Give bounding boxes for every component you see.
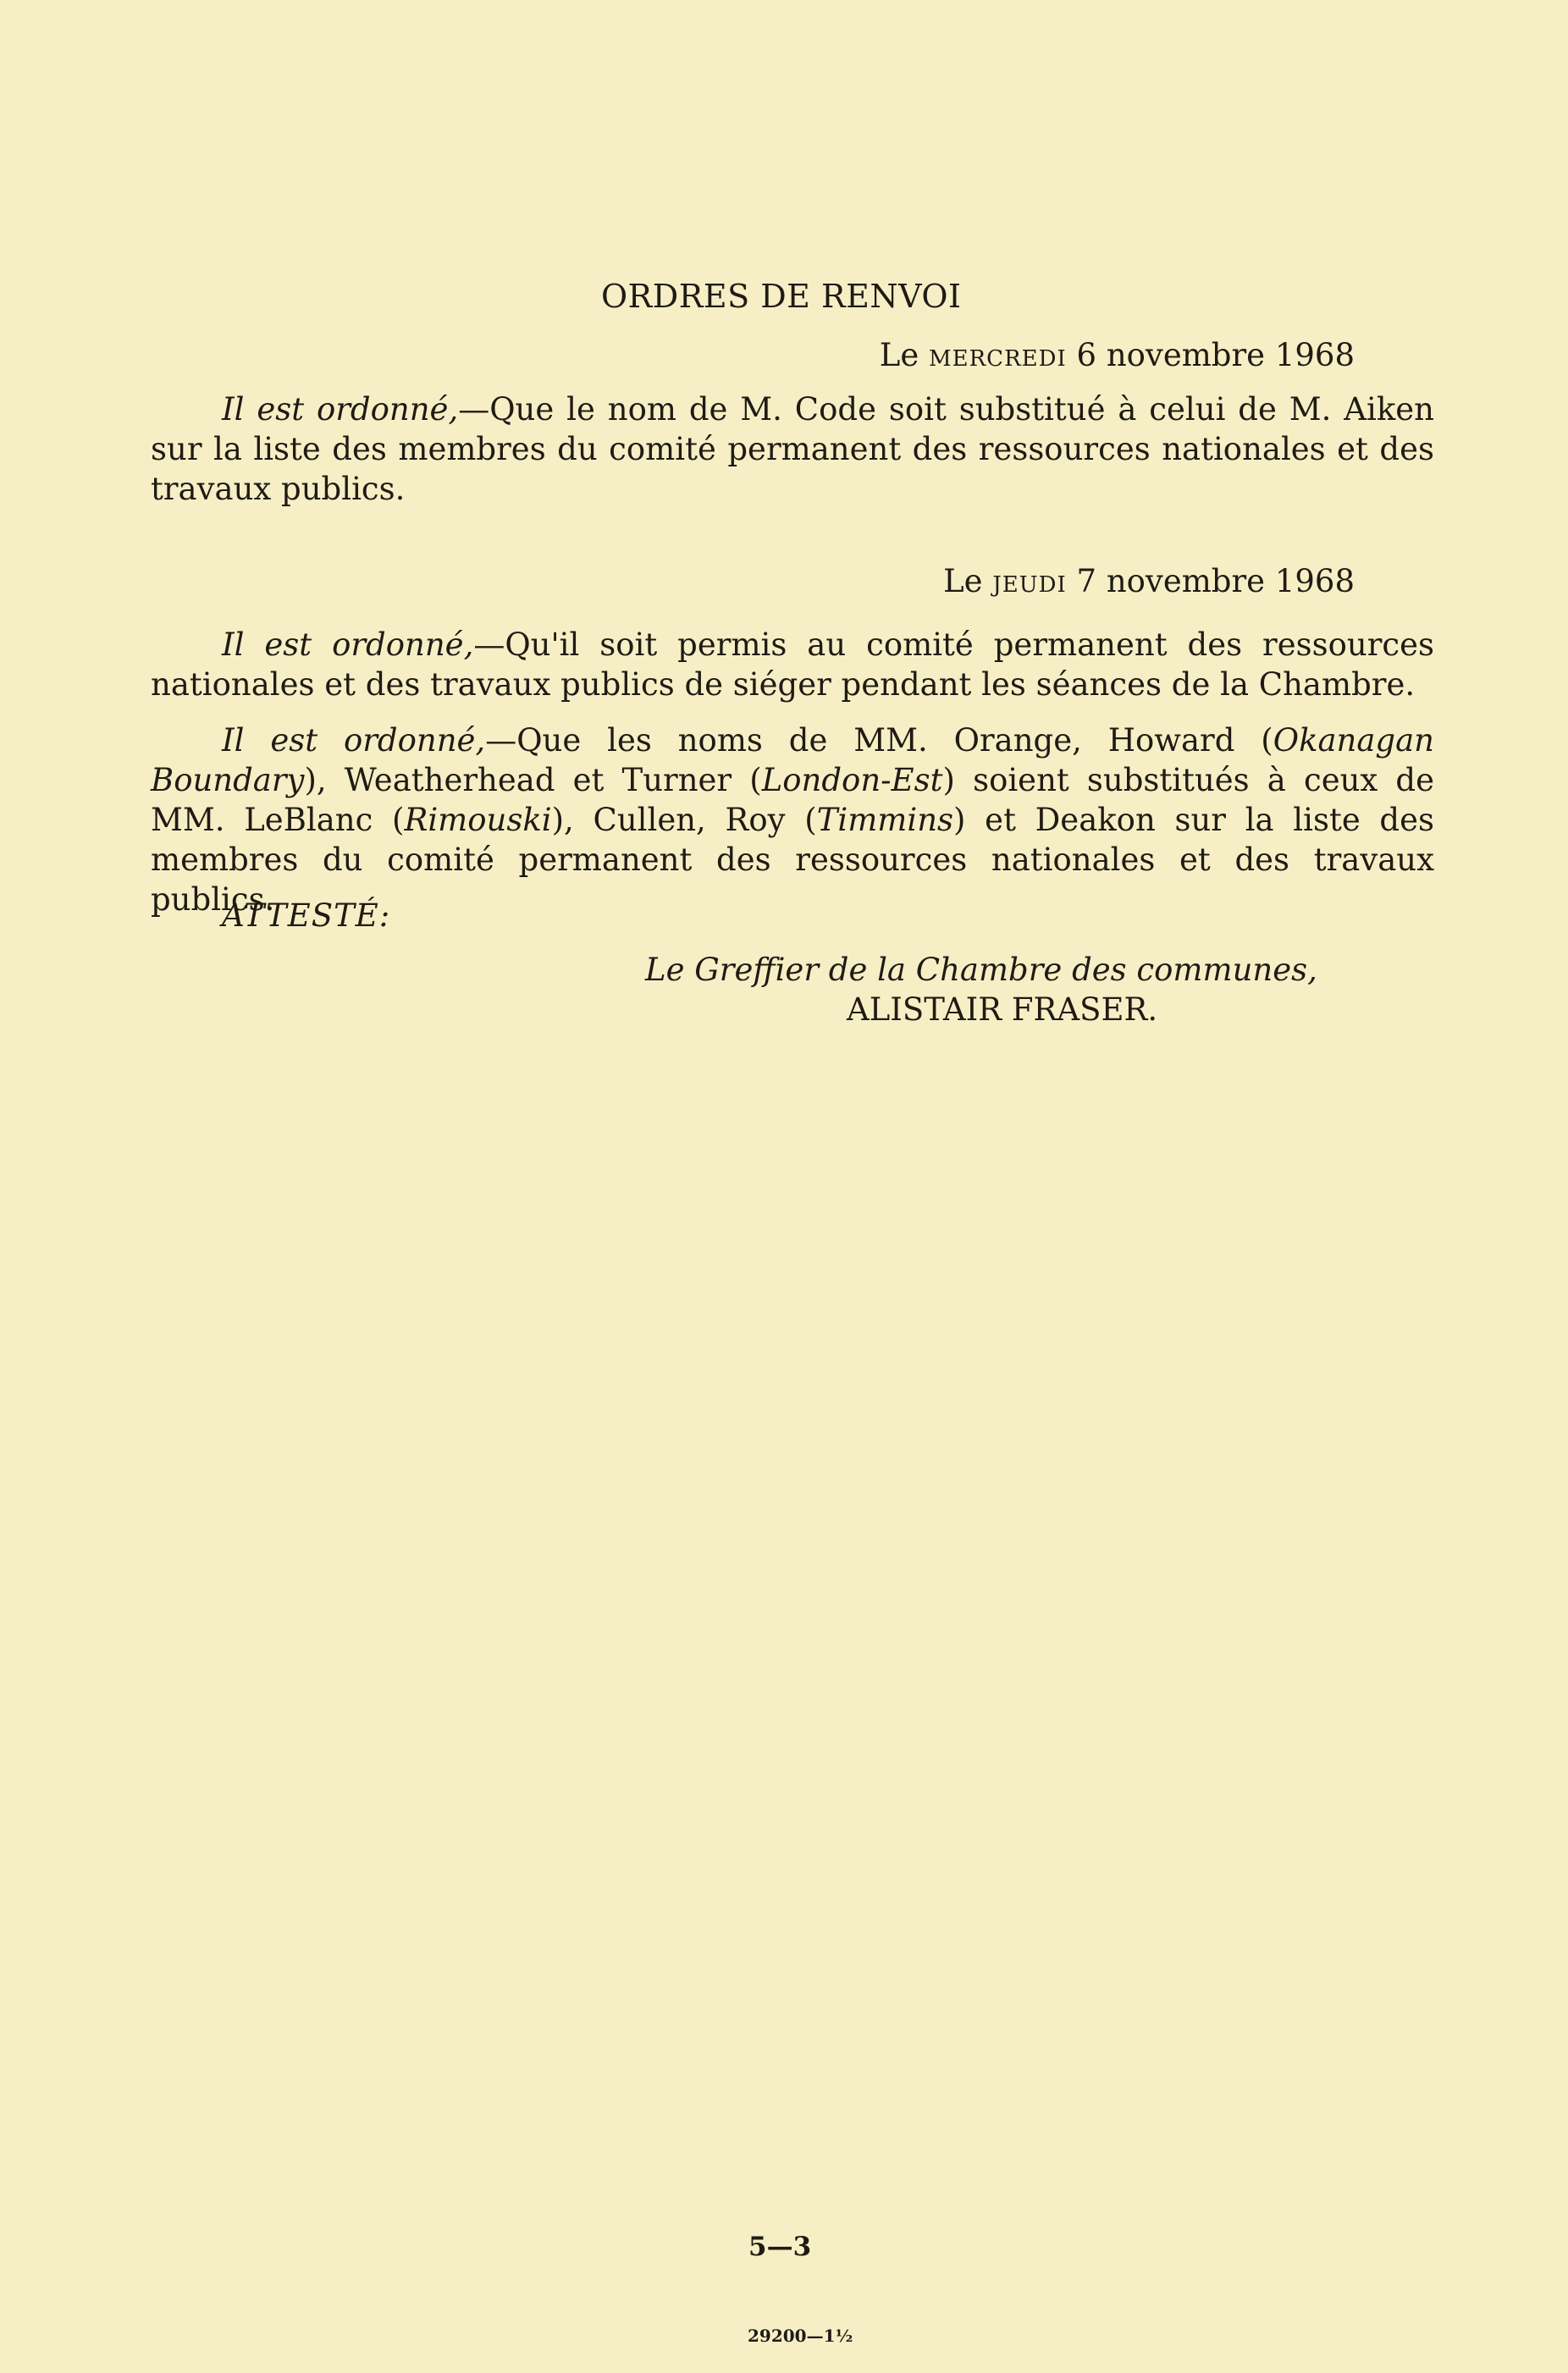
date-line-1: Le mercredi 6 novembre 1968 <box>879 337 1355 373</box>
clerk-name: ALISTAIR FRASER. <box>847 991 1158 1028</box>
order-paragraph-2: Il est ordonné,—Qu'il soit permis au comité permanent des ressources nationales et des travaux publics de siéger pendant les séances de la Chambre. <box>151 626 1434 703</box>
date-line-2: Le jeudi 7 novembre 1968 <box>943 563 1355 599</box>
page-number: 5—3 <box>748 2232 812 2262</box>
order-paragraph-3: Il est ordonné,—Que les noms de MM. Orange, Howard (Okanagan Boundary), Weatherhead et Turner (London-Est) soient substitués à ceux de MM. LeBlanc (Rimouski), Cullen, Roy (Timmins) et Deakon sur la liste des membres du comité permanent des ressources nationales et des travaux publics. <box>151 722 1435 918</box>
clerk-title: Le Greffier de la Chambre des communes, <box>645 952 1317 988</box>
print-code: 29200—1½ <box>748 2326 853 2346</box>
order-paragraph-1: Il est ordonné,—Que le nom de M. Code soit substitué à celui de M. Aiken sur la liste des membres du comité permanent des ressources nationales et des travaux publics. <box>151 391 1434 507</box>
page-title: ORDRES DE RENVOI <box>601 278 962 315</box>
attestation-label: ATTESTÉ: <box>222 897 391 934</box>
